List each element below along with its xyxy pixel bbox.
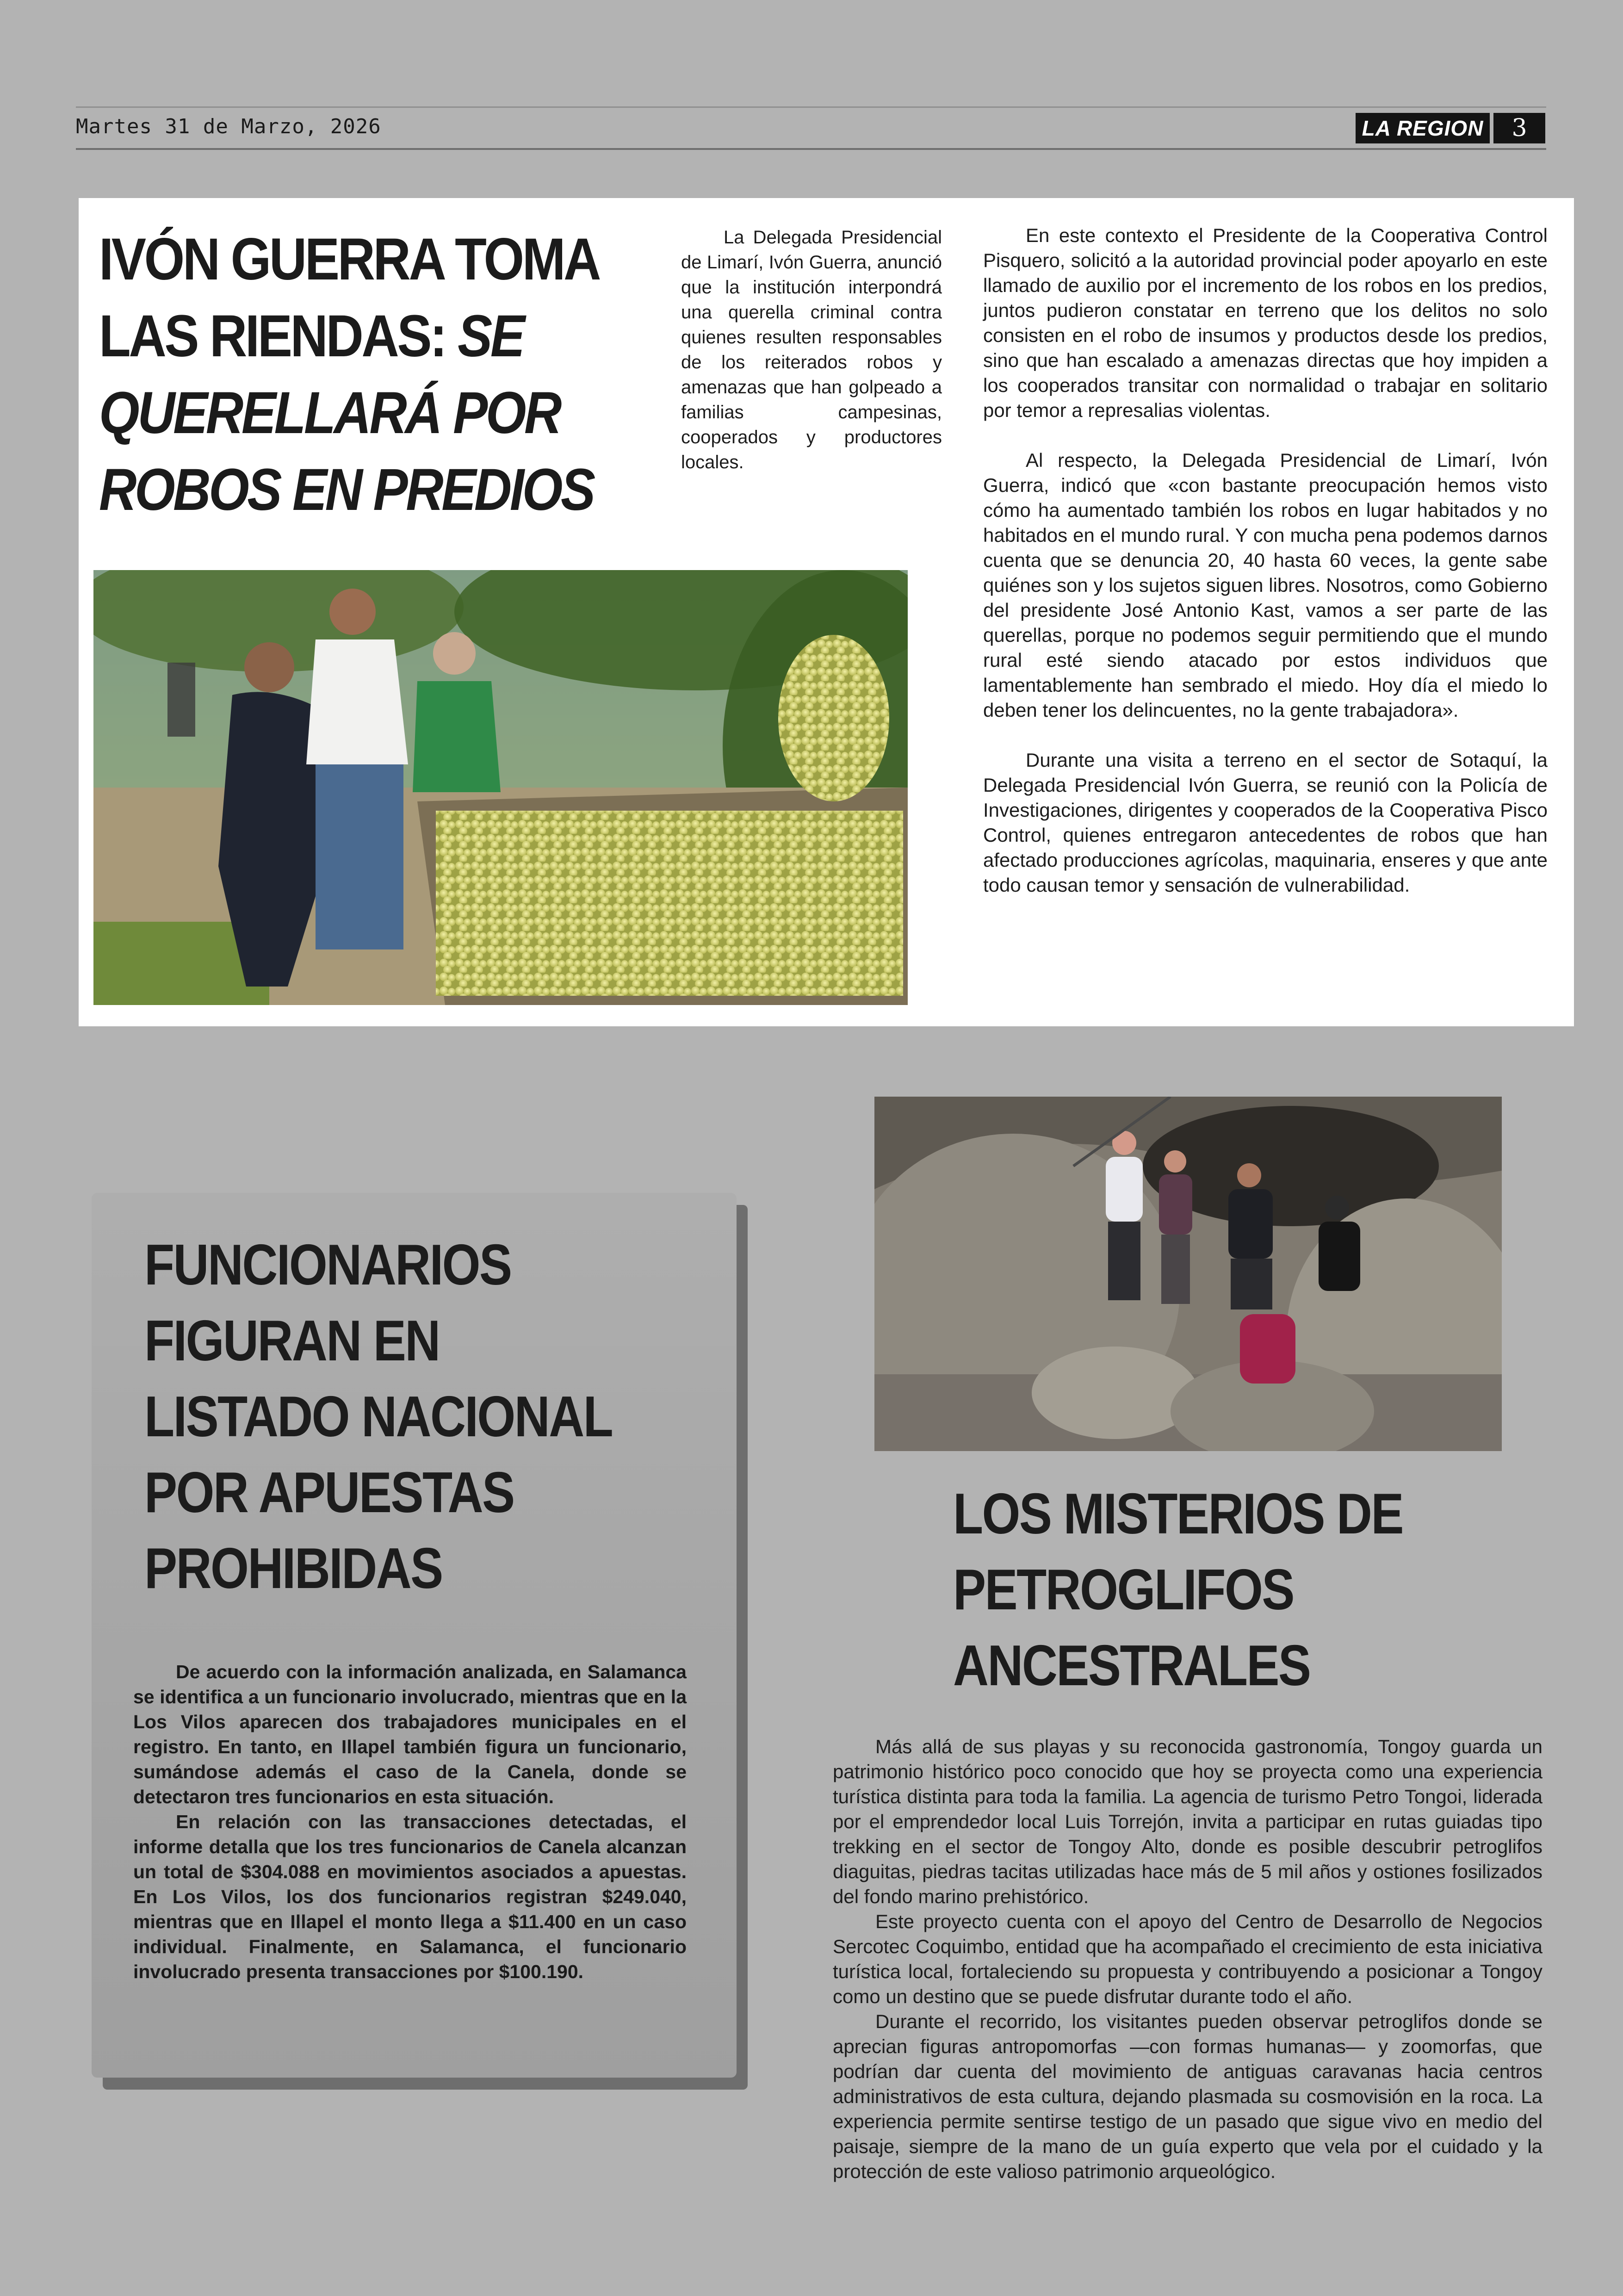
petroglyphs-photo (874, 1097, 1502, 1451)
article-1-body (983, 223, 1548, 898)
article-4-body (833, 1734, 1542, 2184)
paragraph: Más allá de sus playas y su reconocida gastronomía, Tongoy guarda un patrimonio histórico poco conocido que hoy se proyecta como una experiencia turística distinta para toda la familia. La agencia de turismo Petro Tongoi, liderada por el emprendedor local Luis Torrejón, invita a participar en rutas guiadas tipo trekking en el sector de Tongoy Alto, donde es posible descubrir petroglifos diaguitas, piedras tacitas utilizadas hace más de 5 mil años y ostiones fosilizados del fondo marino prehistórico. (833, 1736, 1542, 1907)
vineyard-photo (93, 570, 908, 1005)
article-apuestas-box (92, 1193, 737, 2078)
article-4-headline: LOS MISTERIOS DE PETROGLIFOS ANCESTRALES (953, 1482, 1403, 1698)
header-rule-top (76, 106, 1546, 108)
header-rule-bottom (76, 148, 1546, 150)
newspaper-brand: LA REGION (1356, 113, 1490, 143)
headline-italic: SE QUERELLARÁ POR ROBOS EN PREDIOS (99, 303, 594, 523)
paragraph: Este proyecto cuenta con el apoyo del Centro de Desarrollo de Negocios Sercotec Coquimbo, entidad que ha acompañado el crecimiento de esta iniciativa turística local, fortaleciendo su propuesta y contribuyendo a posicionar a Tongoy como un destino que se puede disfrutar durante todo el año. (833, 1911, 1542, 2007)
article-1-intro: La Delegada Presidencial de Limarí, Ivón Guerra, anunció que la institución interpondrá una querella criminal contra quienes resulten responsables de los reiterados robos y amenazas que han golpeado a familias campesinas, cooperados y productores locales. (681, 227, 942, 472)
paragraph: Durante el recorrido, los visitantes pueden observar petroglifos donde se aprecian figuras antropomorfas —con formas humanas— y zoomorfas, que podrían dar cuenta del movimiento de antiguas caravanas hacia centros administrativos de esta cultura, dejando plasmada su cosmovisión en la roca. La experiencia permite sentirse testigo de un pasado que sigue vivo en medio del paisaje, siempre de la mano de un guía experto que vela por el cuidado y la protección de este valioso patrimonio arqueológico. (833, 2011, 1542, 2182)
paragraph: De acuerdo con la información analizada, en Salamanca se identifica a un funcionario involucrado, mientras que en la Los Vilos aparecen dos trabajadores municipales en el registro. En tanto, en Illapel también figura un funcionario, sumándose además el caso de la Canela, donde se detectaron tres funcionarios en esta situación. (133, 1661, 687, 1807)
petroglyphs-photo-illustration (874, 1097, 1502, 1451)
header-date: Martes 31 de Marzo, 2026 (76, 115, 381, 138)
paragraph: Durante una visita a terreno en el sector de Sotaquí, la Delegada Presidencial Ivón Guerra, se reunió con la Policía de Investigaciones, dirigentes y cooperados de la Cooperativa Pisco Control, quienes entregaron antecedentes de robos que han afectado producciones agrícolas, maquinaria, enseres y que ante todo causan temor y sensación de vulnerabilidad. (983, 749, 1548, 896)
article-1-headline (99, 221, 640, 528)
article-3-body (133, 1659, 687, 1984)
article-3-headline: FUNCIONARIOS FIGURAN EN LISTADO NACIONAL POR APUESTAS PROHIBIDAS (144, 1233, 612, 1601)
paragraph: En este contexto el Presidente de la Cooperativa Control Pisquero, solicitó a la autoridad provincial poder apoyarlo en este llamado de auxilio por el incremento de los robos en los predios, juntos pudieron constatar en terreno que los delitos no solo consisten en el robo de insumos y productos desde los predios, sino que han escalado a amenazas directas que hoy impiden a los cooperados transitar con normalidad o trabajar en solitario por temor a represalias violentas. (983, 224, 1548, 421)
headline-plain: IVÓN GUERRA TOMA LAS RIENDAS: (99, 226, 597, 369)
vineyard-photo-illustration (93, 570, 908, 1005)
paragraph: En relación con las transacciones detectadas, el informe detalla que los tres funcionarios de Canela alcanzan un total de $304.088 en movimientos asociados a apuestas. En Los Vilos, los dos funcionarios registran $249.040, mientras que en Illapel el monto llega a $11.400 en un caso individual. Finalmente, en Salamanca, el funcionario involucrado presenta transacciones por $100.190. (133, 1811, 687, 1982)
person-white-shirt (306, 589, 408, 949)
paragraph: Al respecto, la Delegada Presidencial de Limarí, Ivón Guerra, indicó que «con bastante preocupación hemos visto cómo ha aumentado también los robos en lugar habitados y no habitados en el mundo rural. Y con mucha pena podemos darnos cuenta que se denuncia 20, 40 hasta 60 veces, la gente sabe quiénes son y los sujetos siguen libres. Nosotros, como Gobierno del presidente José Antonio Kast, vamos a ser parte de las querellas, porque no podemos seguir permitiendo que el mundo rural esté siendo atacado por estos individuos que lamentablemente han sembrado el miedo. Hoy día el miedo lo deben tener los delincuentes, no la gente trabajadora». (983, 449, 1548, 721)
article-robos-predios (79, 198, 1574, 1026)
backpack (1240, 1314, 1295, 1384)
page-number: 3 (1493, 113, 1545, 143)
